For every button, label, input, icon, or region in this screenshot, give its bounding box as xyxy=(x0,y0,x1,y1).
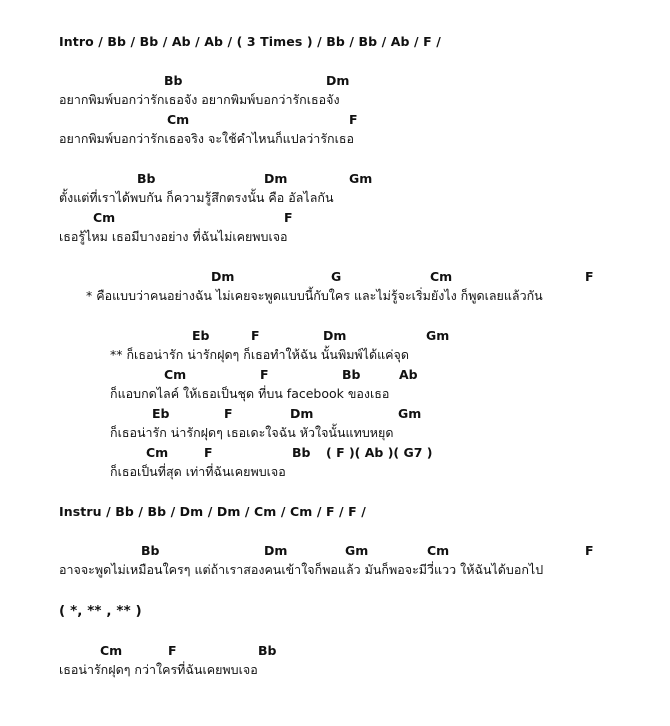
chord: Bb xyxy=(164,73,183,88)
chord: F xyxy=(284,210,293,225)
chord: Dm xyxy=(323,328,347,343)
lyric-line: อยากพิมพ์บอกว่ารักเธอจริง จะใช้คำไหนก็แปลว่ารักเธอ xyxy=(59,131,355,146)
chord: Cm xyxy=(427,543,450,558)
chord: Gm xyxy=(349,171,373,186)
lyric-line: เธอรู้ไหม เธอมีบางอย่าง ที่ฉันไม่เคยพบเจอ xyxy=(59,229,288,244)
chord: Cm xyxy=(167,112,190,127)
chord: F xyxy=(251,328,260,343)
intro-line: Intro / Bb / Bb / Ab / Ab / ( 3 Times ) / Bb / Bb / Ab / F / xyxy=(59,34,441,49)
chord: F xyxy=(168,643,177,658)
chord: Bb xyxy=(141,543,160,558)
chord: Eb xyxy=(152,406,170,421)
lyric-line: ก็เธอน่ารัก น่ารักฝุดๆ เธอเดะใจฉัน หัวใจนั้นแทบหยุด xyxy=(110,425,394,440)
lyric-line: อยากพิมพ์บอกว่ารักเธอจัง อยากพิมพ์บอกว่ารักเธอจัง xyxy=(59,92,340,107)
chord: F xyxy=(585,543,594,558)
lyric-line: ** ก็เธอน่ารัก น่ารักฝุดๆ ก็เธอทำให้ฉัน นั้นพิมพ์ได้แค่จุด xyxy=(110,347,409,362)
chord: Bb xyxy=(342,367,361,382)
chord: Dm xyxy=(264,543,288,558)
chord: Dm xyxy=(290,406,314,421)
lyric-line: ก็แอบกดไลค์ ให้เธอเป็นชุด ที่บน facebook ของเธอ xyxy=(110,386,390,401)
chord: ( F )( Ab )( G7 ) xyxy=(326,445,433,460)
lyric-line: ตั้งแต่ที่เราได้พบกัน ก็ความรู้สึกตรงนั้น คือ อัลไลกัน xyxy=(59,190,334,205)
chord: Gm xyxy=(398,406,422,421)
instru-line: Instru / Bb / Bb / Dm / Dm / Cm / Cm / F / F / xyxy=(59,504,366,519)
chord: F xyxy=(204,445,213,460)
chord: Cm xyxy=(100,643,123,658)
chord: Cm xyxy=(164,367,187,382)
chord: F xyxy=(224,406,233,421)
chord: Cm xyxy=(146,445,169,460)
chord: F xyxy=(585,269,594,284)
chord: Ab xyxy=(399,367,418,382)
lyric-line: * คือแบบว่าคนอย่างฉัน ไม่เคยจะพูดแบบนี้กับใคร และไม่รู้จะเริ่มยังไง ก็พูดเลยแล้วกัน xyxy=(86,288,543,303)
chord: Cm xyxy=(430,269,453,284)
chord: Dm xyxy=(211,269,235,284)
chord: G xyxy=(331,269,342,284)
chord: Cm xyxy=(93,210,116,225)
lyric-line: เธอน่ารักฝุดๆ กว่าใครที่ฉันเคยพบเจอ xyxy=(59,662,258,677)
chord: Gm xyxy=(426,328,450,343)
chord: F xyxy=(260,367,269,382)
lyric-line: ก็เธอเป็นที่สุด เท่าที่ฉันเคยพบเจอ xyxy=(110,464,286,479)
chord: Dm xyxy=(264,171,288,186)
lyric-line: อาจจะพูดไม่เหมือนใครๆ แต่ถ้าเราสองคนเข้าใจก็พอแล้ว มันก็พอจะมีวี่แวว ให้ฉันได้บอกไป xyxy=(59,562,544,577)
chord: Dm xyxy=(326,73,350,88)
chord: Gm xyxy=(345,543,369,558)
chord: Bb xyxy=(292,445,311,460)
chord: F xyxy=(349,112,358,127)
chord: Bb xyxy=(137,171,156,186)
chord: Bb xyxy=(258,643,277,658)
chord: Eb xyxy=(192,328,210,343)
repeat-marker: ( *, ** , ** ) xyxy=(59,603,142,619)
